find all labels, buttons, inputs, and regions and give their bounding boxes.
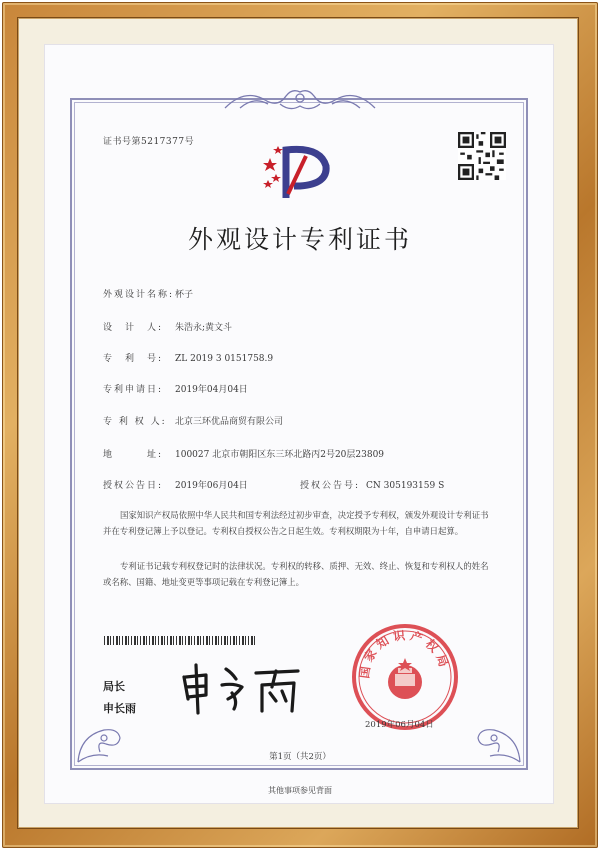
director-name: 申长雨	[103, 702, 136, 715]
page-indicator: 第1页（共2页）	[269, 752, 331, 762]
svg-text:国家知识产权局: 国家知识产权局	[357, 628, 453, 680]
notice-paragraph-2: 专利证书记载专利权登记时的法律状况。专利权的转移、质押、无效、终止、恢复和专利权人的姓名或名称、国籍、地址变更等事项记载在专利登记簿上。	[103, 561, 489, 587]
certificate-number: 证书号第5217377号	[103, 137, 195, 147]
field-design-name	[103, 287, 193, 300]
field-value: 朱浩永;黄文斗	[175, 323, 233, 333]
footer-note: 其他事项参见背面	[268, 786, 332, 795]
field-label: 授权公告号:	[300, 481, 361, 491]
cnipa-logo-icon	[258, 140, 342, 202]
official-seal	[350, 622, 460, 732]
qr-code-icon	[458, 132, 506, 180]
field-designer	[103, 320, 232, 333]
field-value: 2019年04月04日	[175, 385, 248, 395]
field-label: 地 址:	[103, 450, 164, 460]
seal-date: 2019年06月04日	[365, 720, 434, 730]
field-label: 外观设计名称:	[103, 290, 175, 300]
field-label: 设 计 人:	[103, 323, 164, 333]
field-patent-number	[103, 351, 273, 364]
certificate-title: 外观设计专利证书	[187, 225, 412, 254]
field-label: 专 利 权 人:	[103, 417, 167, 427]
field-application-date	[103, 382, 248, 395]
field-value: CN 305193159 S	[366, 481, 445, 491]
field-address	[103, 447, 384, 460]
top-ornament-icon	[220, 84, 380, 114]
field-label: 专利申请日:	[103, 385, 164, 395]
field-grant-number	[300, 478, 444, 491]
notice-paragraph-1: 国家知识产权局依照中华人民共和国专利法经过初步审查，决定授予专利权，颁发外观设计专利证书并在专利登记簿上予以登记。专利权自授权公告之日起生效。专利权期限为十年，自申请日起算。	[103, 510, 489, 536]
director-title: 局长	[103, 680, 125, 693]
field-value: ZL 2019 3 0151758.9	[175, 354, 274, 364]
field-patentee	[103, 414, 283, 427]
barcode	[104, 636, 256, 645]
field-value: 100027 北京市朝阳区东三环北路丙2号20层23809	[175, 450, 385, 460]
field-value: 北京三环优品商贸有限公司	[175, 417, 284, 427]
field-label: 专 利 号:	[103, 354, 164, 364]
field-grant-date	[103, 478, 248, 491]
handwritten-signature	[176, 655, 306, 721]
field-value: 2019年06月04日	[175, 481, 248, 491]
field-value: 杯子	[175, 290, 194, 300]
field-label: 授权公告日:	[103, 481, 164, 491]
